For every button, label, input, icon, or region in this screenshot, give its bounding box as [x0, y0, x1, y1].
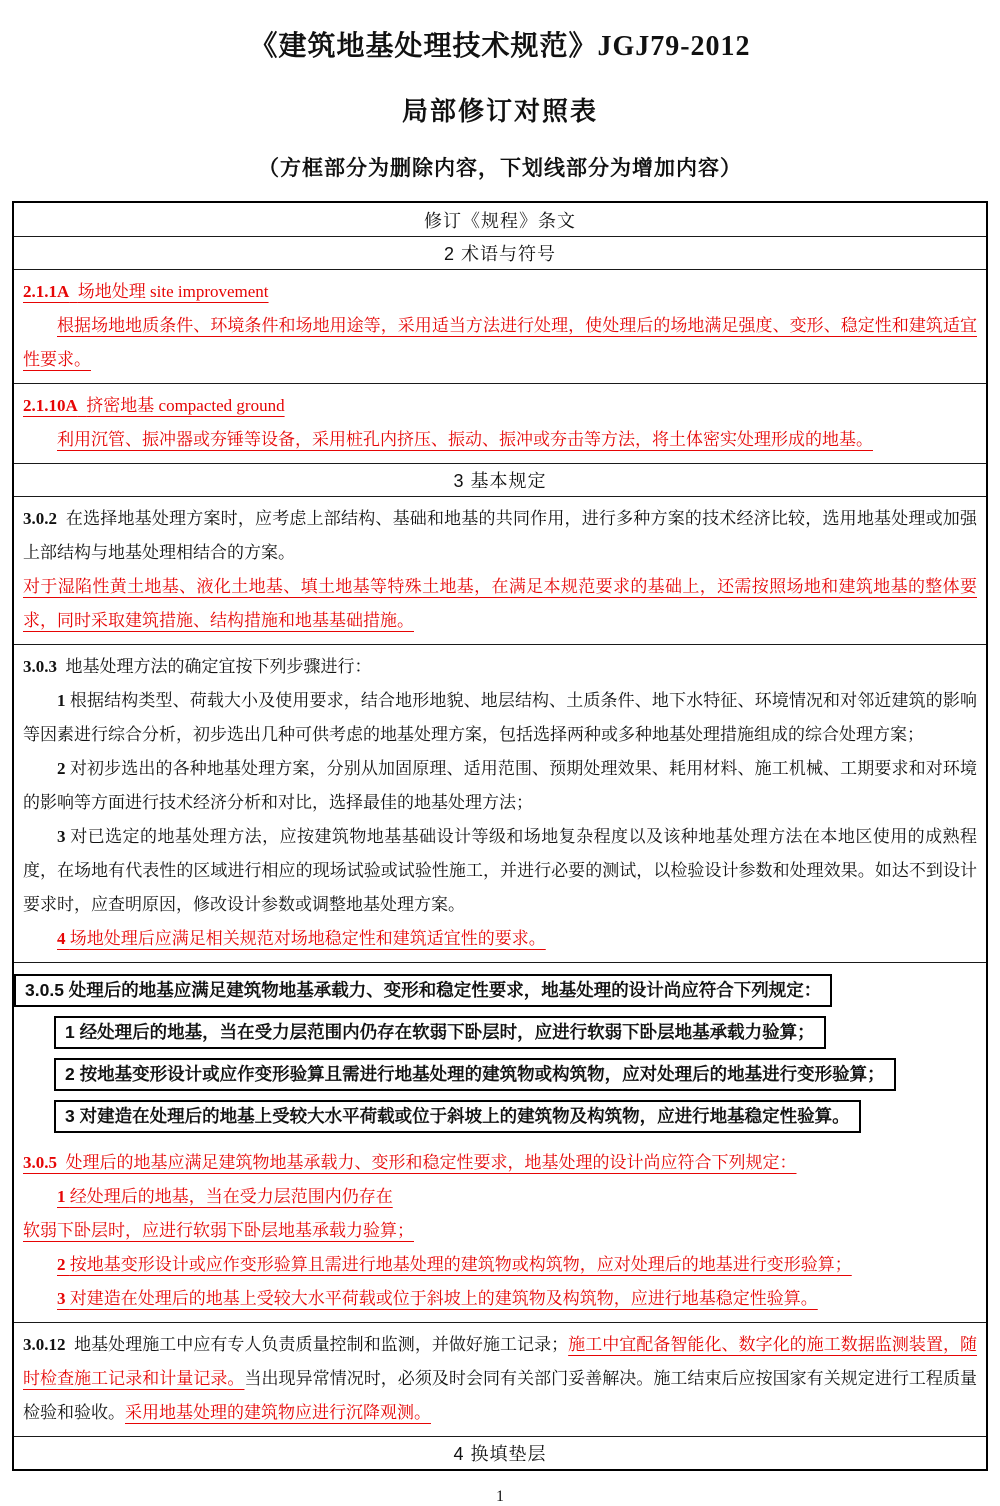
clause-number: 2.1.10A [23, 396, 78, 415]
item-text: 根据结构类型、荷载大小及使用要求，结合地形地貌、地层结构、土质条件、地下水特征、环境情况和对邻近建筑的影响等因素进行综合分析，初步选出几种可供考虑的地基处理方案，包括选择两种或多种地基处理措施组成的综合处理方案； [23, 691, 978, 744]
added-text: 采用地基处理的建筑物应进行沉降观测。 [125, 1403, 431, 1422]
section-heading-label: 4 换填垫层 [453, 1444, 547, 1464]
section-heading-label: 3 基本规定 [453, 471, 547, 491]
kept-text: 地基处理施工中应有专人负责质量控制和监测，并做好施工记录； [74, 1335, 569, 1354]
kept-text: 地基处理方法的确定宜按下列步骤进行： [65, 657, 372, 676]
item-text: 对已选定的地基处理方法，应按建筑物地基基础设计等级和场地复杂程度以及该种地基处理方法在本地区使用的成熟程度，在场地有代表性的区域进行相应的现场试验或试验性施工，并进行必要的测试，以检验设计参数和处理效果。如达不到设计要求时，应查明原因，修改设计参数或调整地基处理方案。 [23, 827, 978, 914]
term-title-line [23, 389, 977, 423]
document-title: 《建筑地基处理技术规范》JGJ79-2012 [249, 31, 751, 62]
clause-3-0-5 [14, 962, 986, 1322]
deleted-box: 1 经处理后的地基，当在受力层范围内仍存在软弱下卧层时，应进行软弱下卧层地基承载力验算； [54, 1016, 826, 1049]
added-text: 按地基变形设计或应作变形验算且需进行地基处理的建筑物或构筑物，应对处理后的地基进行变形验算； [69, 1255, 852, 1274]
item-number: 3 [57, 827, 66, 846]
kept-text: 在选择地基处理方案时，应考虑上部结构、基础和地基的共同作用，进行多种方案的技术经济比较，选用地基处理或加强上部结构与地基处理相结合的方案。 [23, 509, 977, 562]
section-heading-terms [14, 236, 986, 269]
added-text: 施工中宜配备智能化、数字化的施工数据监测装置，随时检查施工记录和计量记录。 [23, 1335, 978, 1388]
clause-number: 3.0.12 [23, 1335, 66, 1354]
clause-intro [23, 650, 977, 684]
added-text: 经处理后的地基，当在受力层范围内仍存在 [69, 1187, 393, 1206]
clause-2-1-10A [14, 383, 986, 463]
added-text: 处理后的地基应满足建筑物地基承载力、变形和稳定性要求，地基处理的设计尚应符合下列规定： [65, 1153, 797, 1172]
item-number: 1 [57, 691, 66, 710]
mixed-paragraph [23, 1328, 977, 1430]
clause-number: 3.0.5 [23, 1153, 57, 1172]
section-heading-cushion [14, 1436, 986, 1469]
added-paragraph: 对于湿陷性黄土地基、液化土地基、填土地基等特殊土地基，在满足本规范要求的基础上，还需按照场地和建筑地基的整体要求，同时采取建筑措施、结构措施和地基基础措施。 [23, 577, 977, 630]
list-item [23, 684, 977, 752]
added-list-item [23, 1282, 977, 1316]
added-clause-intro [23, 1146, 977, 1180]
clause-3-0-2 [14, 496, 986, 644]
term-definition: 根据场地地质条件、环境条件和场地用途等，采用适当方法进行处理，使处理后的场地满足强度、变形、稳定性和建筑适宜性要求。 [23, 316, 977, 369]
added-text: 对建造在处理后的地基上受较大水平荷载或位于斜坡上的建筑物及构筑物，应进行地基稳定性验算。 [69, 1289, 818, 1308]
deleted-box: 3 对建造在处理后的地基上受较大水平荷载或位于斜坡上的建筑物及构筑物，应进行地基稳定性验算。 [54, 1100, 861, 1133]
item-number: 2 [57, 759, 66, 778]
added-list-item [23, 922, 977, 956]
section-heading-basic [14, 463, 986, 496]
list-item [23, 752, 977, 820]
section-heading-label: 2 术语与符号 [443, 244, 556, 264]
item-number: 2 [57, 1255, 66, 1274]
added-content-group [23, 1146, 977, 1316]
clause-number: 3.0.2 [23, 509, 57, 528]
deleted-box: 3.0.5 处理后的地基应满足建筑物地基承载力、变形和稳定性要求，地基处理的设计尚应符合下列规定： [14, 974, 832, 1007]
term-definition: 利用沉管、振冲器或夯锤等设备，采用桩孔内挤压、振动、振冲或夯击等方法，将土体密实处理形成的地基。 [57, 430, 873, 449]
clause-2-1-1A [14, 269, 986, 383]
item-number: 1 [57, 1187, 66, 1206]
clause-number: 2.1.1A [23, 282, 70, 301]
deleted-box: 2 按地基变形设计或应作变形验算且需进行地基处理的建筑物或构筑物，应对处理后的地基进行变形验算； [54, 1058, 896, 1091]
term-title: 场地处理 site improvement [77, 282, 269, 301]
legend-note: （方框部分为删除内容，下划线部分为增加内容） [258, 156, 742, 180]
clause-3-0-3 [14, 644, 986, 962]
item-text: 场地处理后应满足相关规范对场地稳定性和建筑适宜性的要求。 [69, 929, 546, 948]
table-header-row [14, 203, 986, 236]
term-title: 挤密地基 compacted ground [86, 396, 285, 415]
item-text: 对初步选出的各种地基处理方案，分别从加固原理、适用范围、预期处理效果、耗用材料、施工机械、工期要求和对环境的影响等方面进行技术经济分析和对比，选择最佳的地基处理方法； [23, 759, 978, 812]
table-header-label: 修订《规程》条文 [424, 210, 576, 231]
term-title-line [23, 275, 977, 309]
added-text: 软弱下卧层时，应进行软弱下卧层地基承载力验算； [23, 1221, 414, 1240]
added-list-item [23, 1180, 977, 1248]
document-subtitle: 局部修订对照表 [401, 97, 598, 126]
kept-paragraph [23, 502, 977, 570]
item-number: 3 [57, 1289, 66, 1308]
clause-number: 3.0.3 [23, 657, 57, 676]
deleted-content-group [14, 968, 977, 1146]
page-number: 1 [496, 1488, 504, 1505]
list-item [23, 820, 977, 922]
added-list-item [23, 1248, 977, 1282]
clause-3-0-12 [14, 1322, 986, 1436]
item-number: 4 [57, 929, 66, 948]
revision-comparison-table [12, 201, 988, 1471]
kept-text: 当出现异常情况时，必须及时会同有关部门妥善解决。施工结束后应按国家有关规定进行工程质量检验和验收。 [23, 1369, 978, 1422]
